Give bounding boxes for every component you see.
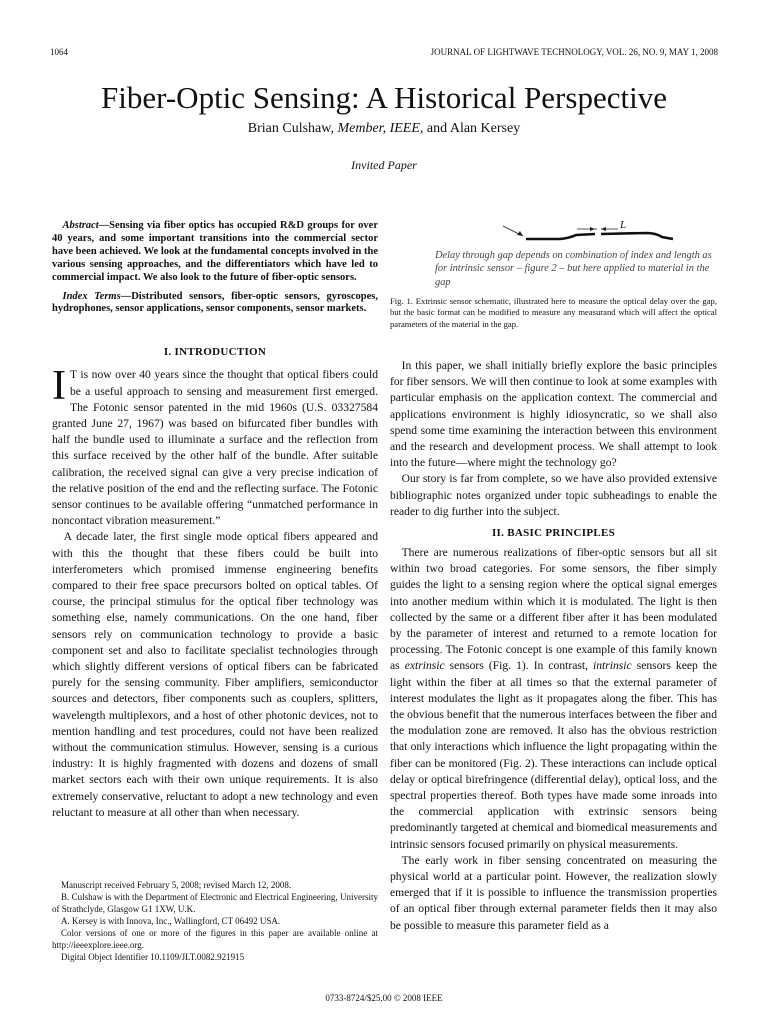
paper-type: Invited Paper (351, 158, 417, 172)
fiber-left (526, 234, 595, 239)
abstract-text: —Sensing via fiber optics has occupied R&D groups for over 40 years, and some important transitions into the commercial sector have been achieved. We look at the fundamental concepts involved in the various sensing approaches, and the differentiators which have led to commercial impact. We also look to the future of fiber-optic sensors. (52, 220, 378, 283)
footnote-doi: Digital Object Identifier 10.1109/JLT.0082.921915 (61, 952, 245, 962)
page-number: 1064 (50, 47, 68, 57)
drop-cap: I (52, 363, 66, 410)
basic-paragraph-1-b: sensors (Fig. 1). In contrast, (444, 659, 594, 673)
figure-1-caption: Fig. 1. Extrinsic sensor schematic, illustrated here to measure the optical delay over the gap, but the basic format can be modified to measure any measurand which will affect the optical parameters of the material in the gap. (390, 296, 717, 329)
basic-paragraph-2: The early work in fiber sensing concentrated on measuring the physical world at a particular point. However, the realization slowly emerged that if it is possible to influence the transmission properties of an optical fiber through external parameter fields then it may also be possible to measure this parameter field as a (390, 853, 717, 932)
author-1-role: Member, IEEE, (337, 121, 424, 136)
abstract (52, 220, 378, 285)
figure-1-note: Delay through gap depends on combination of index and length as for intrinsic sensor – figure 2 – but here applied to material in the gap (435, 250, 712, 288)
gap-length-label: L (620, 219, 627, 231)
index-terms-text: —Distributed sensors, fiber-optic sensors, gyroscopes, hydrophones, sensor applications, sensor components, sensor markets. (52, 290, 378, 315)
paper-title: Fiber-Optic Sensing: A Historical Perspective (101, 80, 667, 115)
basic-paragraph-1-c: sensors keep the light within the fiber at all times so that the external parameter of interest modulates the light as it propagates along the fiber. This has the obvious benefit that the numerous interfaces between the fiber and the modulation zone are removed. It also has the obvious restriction that only interactions which influence the light propagating within the fiber can be monitored (Fig. 2). These interactions can include optical delay or optical birefringence (differential delay), optical loss, and the spectral properties thereof. Both types have made some inroads into the commercial application with extrinsic sensors being predominantly targeted at chemical and biomedical measurements and intrinsic sensors focused primarily on physical measurements. (390, 659, 717, 851)
intrinsic-term: intrinsic (593, 659, 632, 673)
footnote-kersey: A. Kersey is with Innova, Inc., Wallingford, CT 06492 USA. (61, 916, 281, 926)
basic-paragraph-1 (390, 545, 717, 853)
journal-header: JOURNAL OF LIGHTWAVE TECHNOLOGY, VOL. 26, NO. 9, MAY 1, 2008 (430, 47, 718, 57)
right-column (390, 218, 717, 934)
extrinsic-term: extrinsic (404, 659, 445, 673)
author-conjunction: and (426, 121, 448, 136)
page-footer: 0733-8724/$25.00 © 2008 IEEE (325, 993, 443, 1003)
intro-paragraph-2: A decade later, the first single mode optical fibers appeared and with this the thought that these fibers could be built into interferometers which promised immense engineering benefits compared to their free space precursors bolted on optical tables. Of course, the principal stimulus for the optical fiber technology was something else, namely communications. On the one hand, fiber sensors rely on communication technology to provide a basic component set and also to facilitate specialist technologies through which slightly different versions of optical fibers can be fabricated purely for the sensing community. Fiber amplifiers, semiconductor sources and detectors, fiber components such as couplers, splitters, wavelength multiplexors, and a host of other photonic devices, not to mention handling and test procedures, could not have been realized without the communication stimulus. However, sensing is a curious industry: It is highly fragmented with dozens and dozens of small market sectors each with their own unique requirements. It is also extremely conservative, reluctant to adopt a new technology and even reluctant to measure at all other than when necessary. (52, 530, 378, 819)
right-paragraph-1: In this paper, we shall initially briefly explore the basic principles for fiber sensors. We will then continue to look at some examples with particular emphasis on the application context. The commercial and applications environment is highly idiosyncratic, so we shall also spend some time examining the interaction between this environment and the research and development process. We shall attempt to look into the future—where might the technology go? (390, 358, 717, 470)
author-1: Brian Culshaw, (247, 121, 334, 136)
index-terms-label: Index Terms (62, 290, 121, 302)
gap-arrow-left (590, 227, 595, 231)
right-column-body (390, 358, 717, 934)
section-heading-introduction: I. INTRODUCTION (163, 346, 267, 359)
intro-paragraph-1-text: T is now over 40 years since the thought that optical fibers could be a useful approach to sensing and measurement first emerged. The Fotonic sensor patented in the mid 1960s (U.S. 03327584 granted June 27, 1967) was based on bifurcated fiber bundles with half the bundle used to illuminate a surface and the reflection from this surface received by the other half of the bundle. After suitable calibration, the received signal can give a very precise indication of the relative position of the end and the reflecting surface. The Fotonic sensor continues to be available offering “unmatched performance in noncontact vibration measurement.” (52, 368, 378, 528)
footnote-culshaw: B. Culshaw is with the Department of Electronic and Electrical Engineering, University of Strathclyde, Glasgow G1 1XW, U.K. (52, 892, 378, 914)
abstract-label: Abstract (62, 220, 99, 231)
figure-1 (390, 218, 717, 292)
footnote-color: Color versions of one or more of the figures in this paper are available online at http://ieeexplore.ieee.org. (52, 928, 378, 950)
footnotes (52, 879, 378, 963)
basic-paragraph-1-a: There are numerous realizations of fiber-optic sensors but all sit within two broad categories. For some sensors, the fiber simply guides the light to a sensing region where the optical signal emerges into another medium within which it is modulated. The light is then collected by the same or a different fiber after it has been modulated by the parameter of interest and returned to a remote location for processing. The Fotonic concept is one example of this family known as (390, 545, 717, 673)
index-terms (52, 291, 378, 317)
intro-paragraph-1 (52, 363, 378, 529)
author-line (0, 121, 768, 137)
left-column (52, 220, 378, 821)
fiber-right (601, 233, 673, 239)
author-2: Alan Kersey (449, 121, 521, 136)
right-paragraph-2: Our story is far from complete, so we have also provided extensive bibliographic notes organized under topic subheadings to enable the reader to dig further into the subject. (390, 472, 717, 518)
footnote-manuscript: Manuscript received February 5, 2008; revised March 12, 2008. (61, 880, 292, 890)
section-heading-basic-principles: II. BASIC PRINCIPLES (491, 526, 616, 539)
